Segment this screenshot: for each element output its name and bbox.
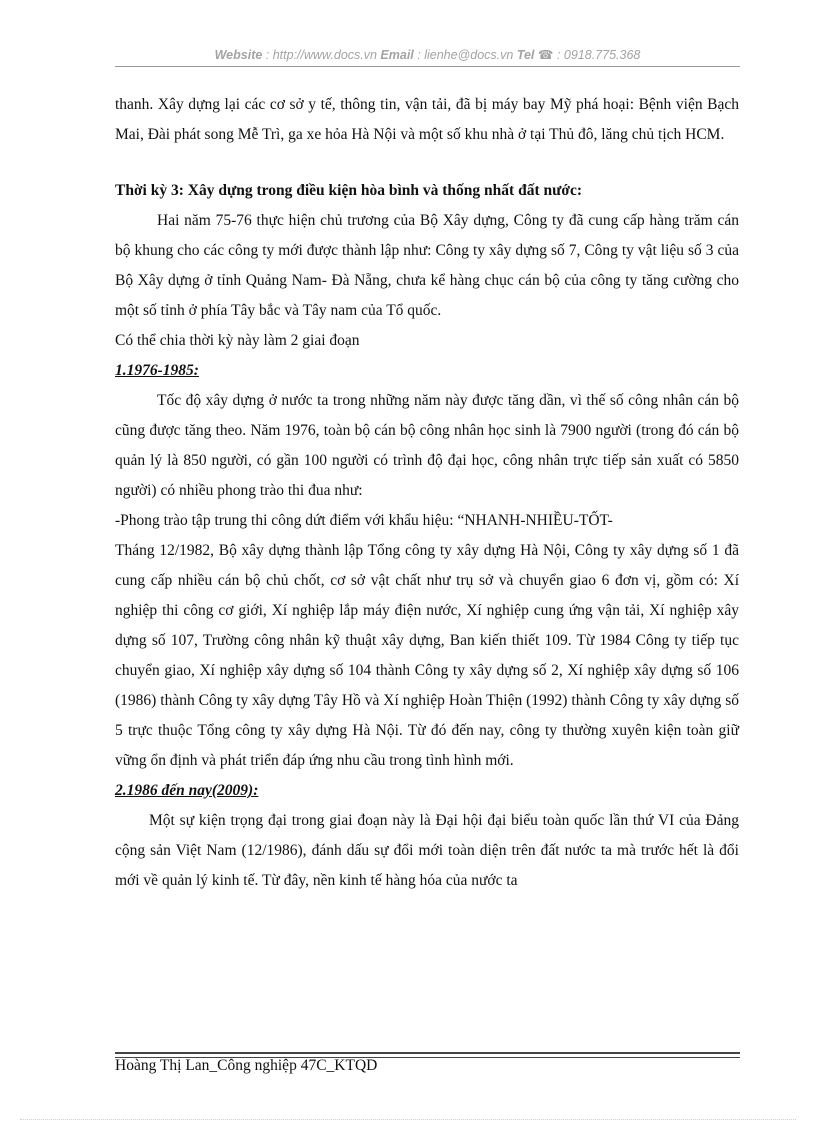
section-heading-period-3: Thời kỳ 3: Xây dựng trong điều kiện hòa bình và thống nhất đất nước: <box>115 182 583 199</box>
paragraph-7: Một sự kiện trọng đại trong giai đoạn này là Đại hội đại biểu toàn quốc lần thứ VI của Đảng cộng sản Việt Nam (12/1986), đánh dấu sự đổi mới toàn diện trên đất nước ta mà trước hết là đổi mới về quản lý kinh tế. Từ đây, nền kinh tế hàng hóa của nước ta <box>115 812 739 889</box>
subheading-1986-2009: 2.1986 đến nay(2009): <box>115 782 259 799</box>
email-value: : lienhe@docs.vn <box>413 48 517 62</box>
tel-value: : 0918.775.368 <box>553 48 641 62</box>
paragraph-3: Có thể chia thời kỳ này làm 2 giai đoạn <box>115 332 360 349</box>
paragraph-5: -Phong trào tập trung thi công dứt điểm với khẩu hiệu: “NHANH-NHIỀU-TỐT- <box>115 512 613 529</box>
website-label: Website <box>214 48 263 62</box>
page-footer: Hoàng Thị Lan_Công nghiệp 47C_KTQD <box>115 1057 378 1074</box>
header-rule <box>115 66 740 67</box>
paragraph-2: Hai năm 75-76 thực hiện chủ trương của Bộ Xây dựng, Công ty đã cung cấp hàng trăm cán bộ khung cho các công ty mới được thành lập như: Công ty xây dựng số 7, Công ty vật liệu số 3 của Bộ Xây dựng ở tỉnh Quảng Nam- Đà Nẵng, chưa kể hàng chục cán bộ của công ty tăng cường cho một số tỉnh ở phía Tây bắc và Tây nam của Tổ quốc. <box>115 212 739 319</box>
phone-icon: ☎ <box>537 48 554 62</box>
page-edge-dots <box>20 1119 796 1120</box>
email-label: Email <box>380 48 414 62</box>
paragraph-4: Tốc độ xây dựng ở nước ta trong những năm này được tăng dần, vì thế số công nhân cán bộ cũng được tăng theo. Năm 1976, toàn bộ cán bộ công nhân học sinh là 7900 người (trong đó cán bộ quản lý là 850 người, có gần 100 người có trình độ đại học, công nhân trực tiếp sản xuất có 5850 người) có nhiều phong trào thi đua như: <box>115 392 739 499</box>
spacer <box>115 150 739 176</box>
subheading-1976-1985: 1.1976-1985: <box>115 362 199 379</box>
footer-rule <box>115 1052 740 1054</box>
paragraph-1: thanh. Xây dựng lại các cơ sở y tế, thông tin, vận tải, đã bị máy bay Mỹ phá hoại: Bệnh viện Bạch Mai, Đài phát song Mễ Trì, ga xe hỏa Hà Nội và một số khu nhà ở tại Thủ đô, lăng chủ tịch HCM. <box>115 96 739 143</box>
page-header <box>115 47 740 62</box>
tel-label: Tel <box>516 48 535 62</box>
document-body <box>115 90 739 896</box>
paragraph-6: Tháng 12/1982, Bộ xây dựng thành lập Tổng công ty xây dựng Hà Nội, Công ty xây dựng số 1 đã cung cấp nhiều cán bộ chủ chốt, cơ sở vật chất như trụ sở và chuyển giao 6 đơn vị, gồm có: Xí nghiệp thi công cơ giới, Xí nghiệp lắp máy điện nước, Xí nghiệp cung ứng vận tải, Xí nghiệp xây dựng số 107, Trường công nhân kỹ thuật xây dựng, Ban kiến thiết 109. Từ 1984 Công ty tiếp tục chuyển giao, Xí nghiệp xây dựng số 104 thành Công ty xây dựng số 2, Xí nghiệp xây dựng số 106 (1986) thành Công ty xây dựng Tây Hồ và Xí nghiệp Hoàn Thiện (1992) thành Công ty xây dựng số 5 trực thuộc Tổng công ty xây dựng Hà Nội. Từ đó đến nay, công ty thường xuyên kiện toàn giữ vững ổn định và phát triển đáp ứng nhu cầu trong tình hình mới. <box>115 542 739 769</box>
website-value: : http://www.docs.vn <box>262 48 381 62</box>
